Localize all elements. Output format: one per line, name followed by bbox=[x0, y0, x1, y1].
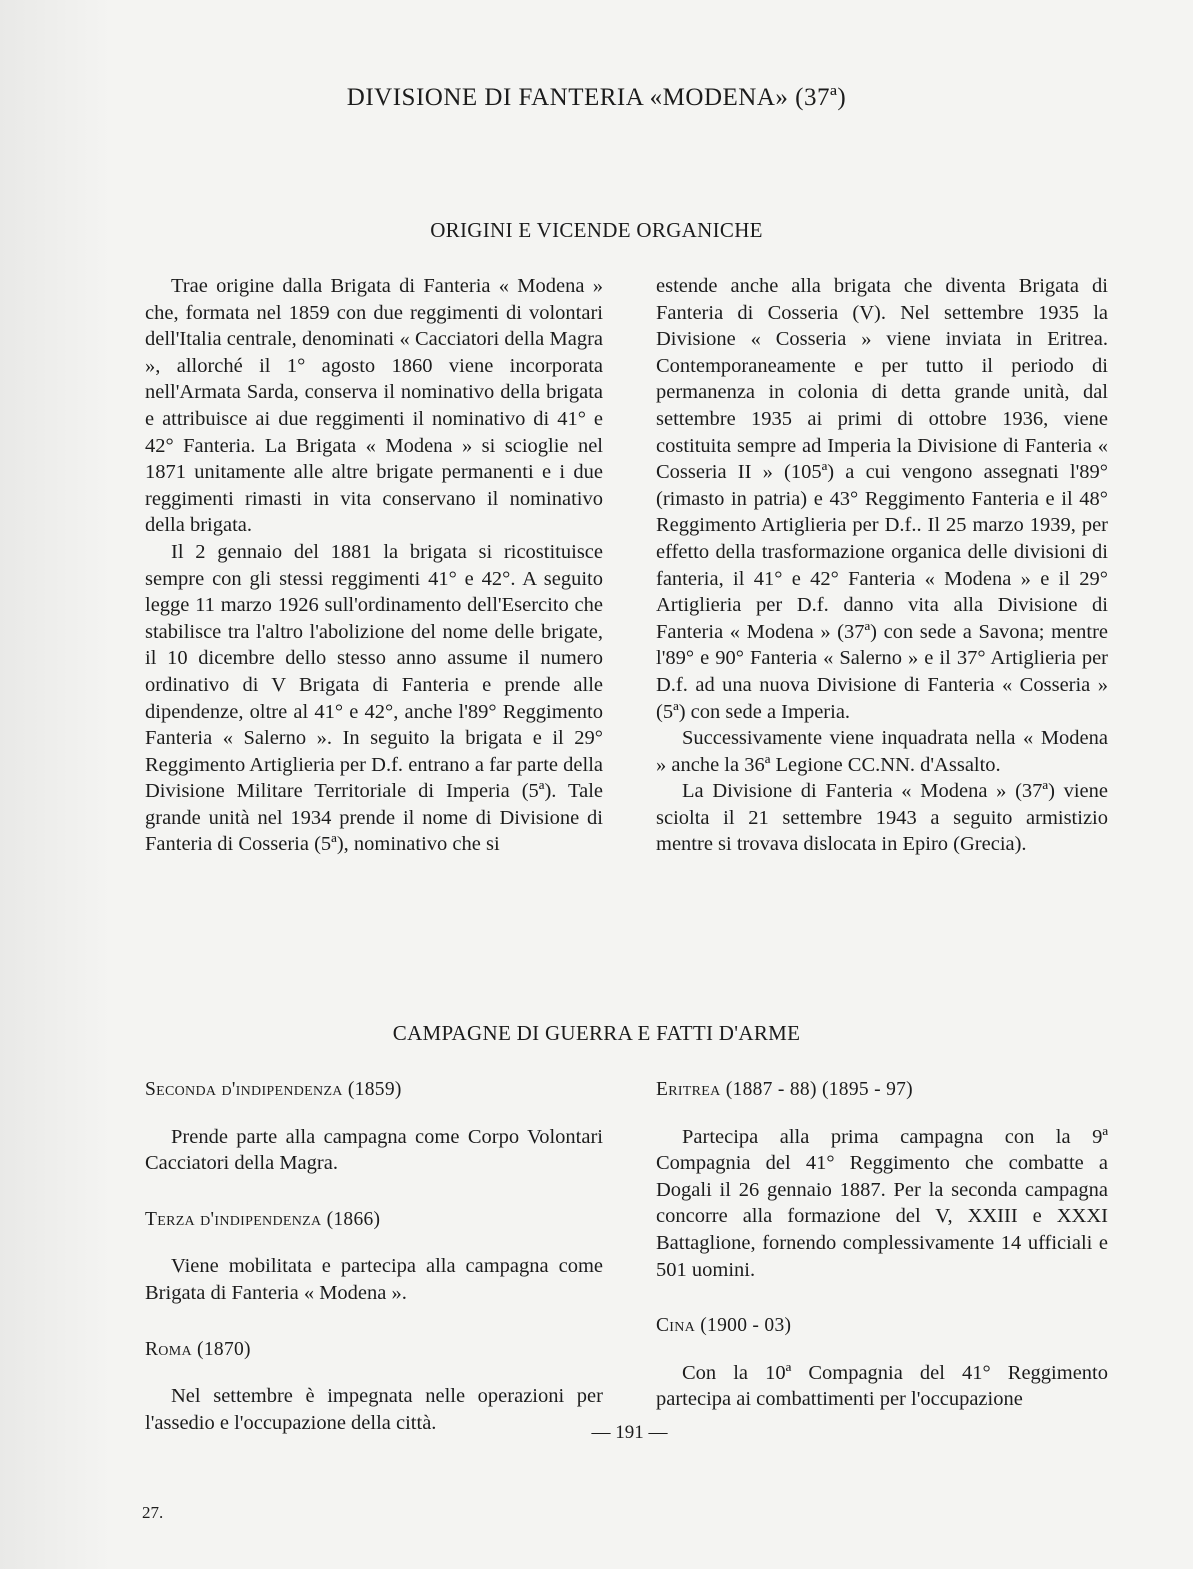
campaign-heading: Eritrea (1887 - 88) (1895 - 97) bbox=[656, 1079, 913, 1100]
campaign-text: Viene mobilitata e partecipa alla campagna come Brigata di Fanteria « Modena ». bbox=[145, 1255, 603, 1304]
origini-paragraph-1: Trae origine dalla Brigata di Fanteria « Modena » che, formata nel 1859 con due reggimenti di volontari dell'Italia centrale, denominati « Cacciatori della Magra », allorché il 1° agosto 1860 viene incorporata nell'Armata Sarda, conserva il nominativo della brigata e attribuisce ai due reggimenti il nominativo di 41° e 42° Fanteria. La Brigata « Modena » si scioglie nel 1871 unitamente alle altre brigate permanenti e i due reggimenti rimasti in vita conservano il nominativo della brigata. bbox=[145, 275, 603, 537]
origini-paragraph-4: Successivamente viene inquadrata nella « Modena » anche la 36ª Legione CC.NN. d'Assalto. bbox=[656, 727, 1108, 776]
campaign-heading: Cina (1900 - 03) bbox=[656, 1315, 792, 1337]
campaign-entry bbox=[656, 1077, 1108, 1283]
section-title-campagne: CAMPAGNE DI GUERRA E FATTI D'ARME bbox=[392, 1021, 801, 1045]
campaign-heading: Seconda d'indipendenza (1859) bbox=[145, 1079, 402, 1100]
origini-paragraph-5: La Divisione di Fanteria « Modena » (37ª) viene sciolta il 21 settembre 1943 a seguito armistizio mentre si trovava dislocata in Epiro (Grecia). bbox=[656, 780, 1108, 856]
campaign-heading: Roma (1870) bbox=[145, 1338, 251, 1360]
campaign-text: Con la 10ª Compagnia del 41° Reggimento partecipa ai combattimenti per l'occupazione bbox=[656, 1361, 1108, 1411]
section-title-origini: ORIGINI E VICENDE ORGANICHE bbox=[430, 218, 763, 242]
origini-paragraph-3: estende anche alla brigata che diventa Brigata di Fanteria di Cosseria (V). Nel settembre 1935 la Divisione « Cosseria » viene inviata in Eritrea. Contemporaneamente e per tutto il periodo di permanenza in colonia di detta grande unità, dal settembre 1935 ai primi di ottobre 1936, viene costituita sempre ad Imperia la Divisione di Fanteria « Cosseria II » (105ª) a cui vengono assegnati l'89° (rimasto in patria) e 43° Reggimento Fanteria e il 48° Reggimento Artiglieria per D.f.. Il 25 marzo 1939, per effetto della trasformazione organica delle divisioni di fanteria, il 41° e 42° Fanteria « Modena » e il 29° Artiglieria per D.f. danno vita alla Divisione di Fanteria « Modena » (37ª) con sede a Savona; mentre l'89° e 90° Fanteria « Salerno » e il 37° Artiglieria per D.f. ad una nuova Divisione di Fanteria « Cosseria » (5ª) con sede a Imperia. bbox=[656, 275, 1108, 723]
campagne-right-column bbox=[656, 1077, 1108, 1443]
origini-right-column bbox=[656, 273, 1108, 858]
page-number: — 191 — bbox=[591, 1422, 668, 1443]
origini-left-column bbox=[145, 273, 603, 858]
page-title: DIVISIONE DI FANTERIA «MODENA» (37ª) bbox=[346, 84, 847, 111]
origini-paragraph-2: Il 2 gennaio del 1881 la brigata si ricostituisce sempre con gli stessi reggimenti 41° e 42°. A seguito legge 11 marzo 1926 sull'ordinamento dell'Esercito che stabilisce tra l'altro l'abolizione del nome delle brigate, il 10 dicembre dello stesso anno assume il numero ordinativo di V Brigata di Fanteria e prende alle dipendenze, oltre al 41° e 42°, anche l'89° Reggimento Fanteria « Salerno ». In seguito la brigata e il 29° Reggimento Artiglieria per D.f. entrano a far parte della Divisione Militare Territoriale di Imperia (5ª). Tale grande unità nel 1934 prende il nome di Divisione di Fanteria di Cosseria (5ª), nominativo che si bbox=[145, 540, 603, 856]
campaign-heading: Terza d'indipendenza (1866) bbox=[145, 1208, 381, 1230]
signature-mark: 27. bbox=[142, 1503, 164, 1522]
campaign-text: Nel settembre è impegnata nelle operazioni per l'assedio e l'occupazione della città. bbox=[145, 1385, 603, 1434]
campaign-text: Partecipa alla prima campagna con la 9ª Compagnia del 41° Reggimento che combatte a Dogali il 26 gennaio 1887. Per la seconda campagna concorre alla formazione del V, XXIII e XXXI Battaglione, fornendo complessivamente 14 ufficiali e 501 uomini. bbox=[656, 1125, 1108, 1281]
campagne-left-column bbox=[145, 1077, 603, 1466]
campaign-entry bbox=[145, 1207, 603, 1307]
campaign-text: Prende parte alla campagna come Corpo Volontari Cacciatori della Magra. bbox=[145, 1125, 603, 1175]
campaign-entry bbox=[145, 1077, 603, 1177]
campaign-entry bbox=[656, 1313, 1108, 1413]
